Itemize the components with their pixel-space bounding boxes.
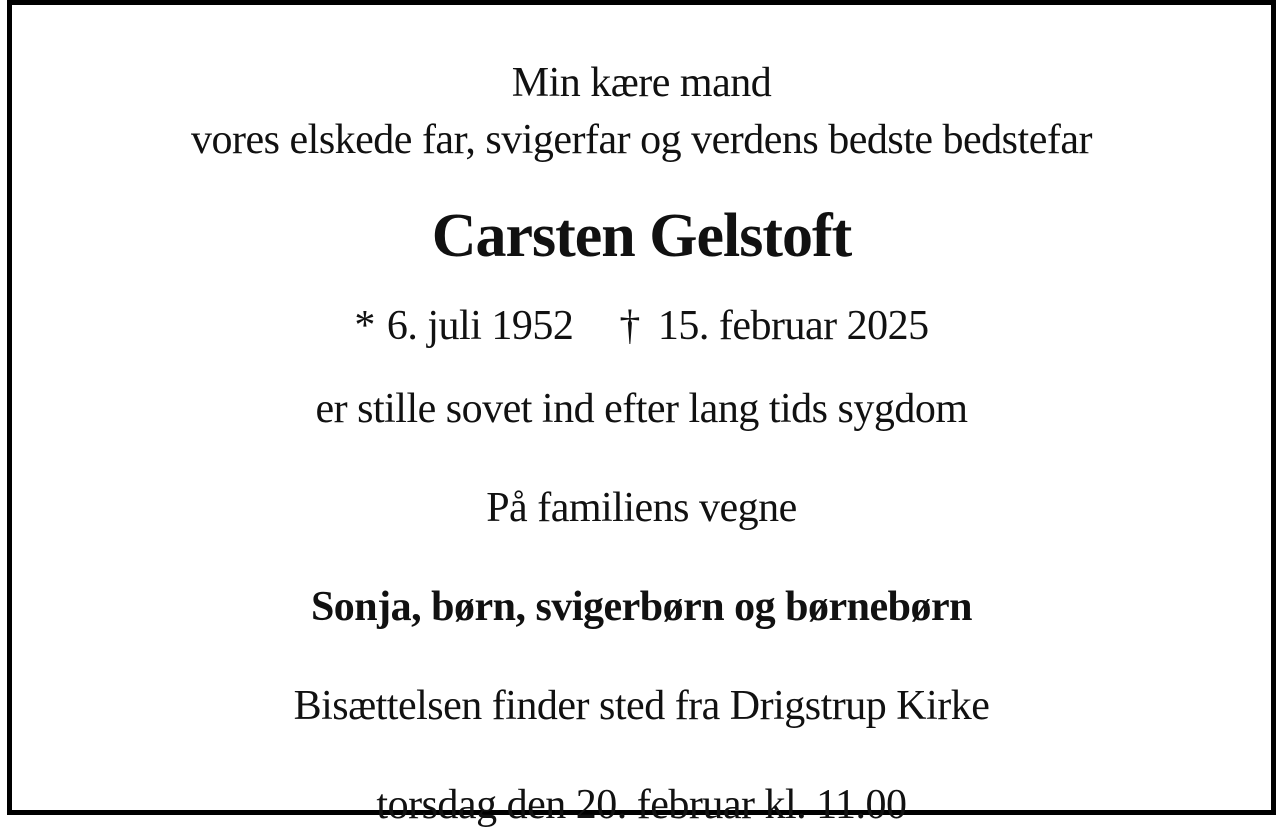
family-signature-line: Sonja, børn, svigerbørn og børnebørn — [12, 579, 1271, 636]
life-dates-line — [12, 298, 1271, 355]
intro-line-1: Min kære mand — [12, 55, 1271, 112]
death-date-group — [619, 298, 928, 355]
ceremony-line-1: Bisættelsen finder sted fra Drigstrup Kirke — [12, 678, 1271, 735]
deceased-name: Carsten Gelstoft — [12, 201, 1271, 271]
on-behalf-line: På familiens vegne — [12, 480, 1271, 537]
birth-date: 6. juli 1952 — [387, 303, 574, 349]
announcement-content — [12, 5, 1271, 834]
birth-star-symbol: * — [354, 298, 375, 355]
birth-date-group — [354, 298, 573, 355]
intro-line-2: vores elskede far, svigerfar og verdens bedste bedstefar — [12, 112, 1271, 169]
message-line: er stille sovet ind efter lang tids sygdom — [12, 381, 1271, 438]
ceremony-line-2: torsdag den 20. februar kl. 11.00 — [12, 777, 1271, 834]
death-date: 15. februar 2025 — [658, 303, 929, 349]
announcement-border-frame — [7, 0, 1276, 815]
death-cross-symbol: † — [619, 298, 640, 355]
